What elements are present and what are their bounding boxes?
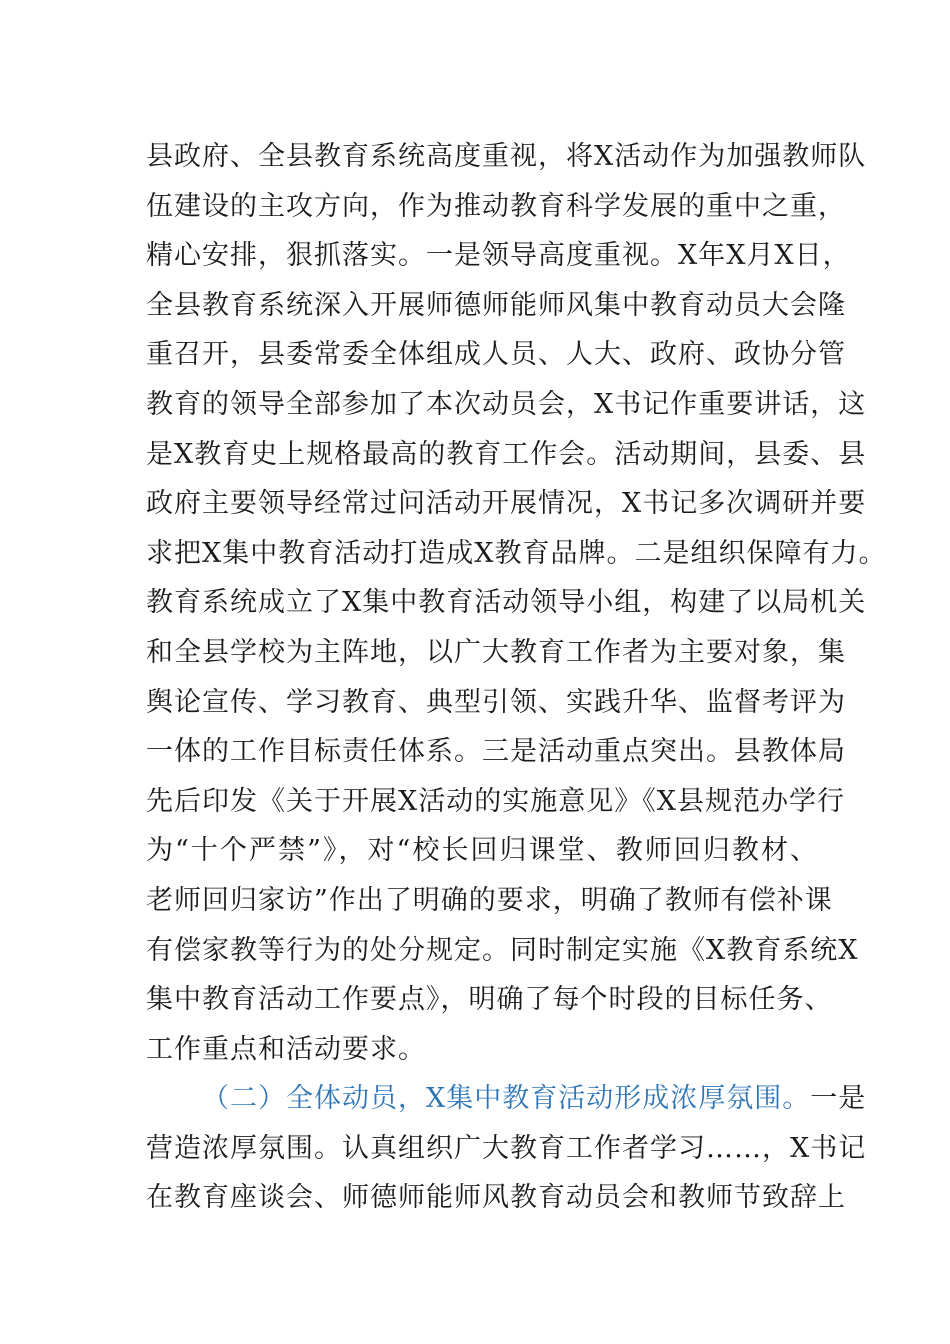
text-line: 一体的工作目标责任体系。三是活动重点突出。县教体局 [146,736,846,768]
text-line: 全县教育系统深入开展师德师能师风集中教育动员大会隆 [146,289,846,321]
text-line: 老师回归家访”作出了明确的要求，明确了教师有偿补课 [146,884,833,916]
text-line: 有偿家教等行为的处分规定。同时制定实施《X教育系统X [146,934,859,966]
section-heading: （二）全体动员，X集中教育活动形成浓厚氛围。 [202,1083,811,1115]
text-line: 求把X集中教育活动打造成X教育品牌。二是组织保障有力。 [146,537,887,569]
document-body [146,132,887,1223]
text-line: 县政府、全县教育系统高度重视，将X活动作为加强教师队 [146,141,867,172]
text-line: 和全县学校为主阵地，以广大教育工作者为主要对象，集 [146,636,846,668]
text-line: 营造浓厚氛围。认真组织广大教育工作者学习……，X书记 [146,1132,867,1164]
text-line: 集中教育活动工作要点》，明确了每个时段的目标任务、 [146,984,833,1016]
text-line: 在教育座谈会、师德师能师风教育动员会和教师节致辞上 [146,1182,846,1214]
text-line: 教育的领导全部参加了本次动员会，X书记作重要讲话，这 [146,388,867,420]
text-line: 伍建设的主攻方向，作为推动教育科学发展的重中之重， [146,190,846,222]
text-line: 重召开，县委常委全体组成人员、人大、政府、政协分管 [146,339,846,371]
text-line: 工作重点和活动要求。 [146,1033,426,1065]
section-heading-continuation: 一是 [810,1083,867,1115]
text-line: 是X教育史上规格最高的教育工作会。活动期间，县委、县 [146,438,867,470]
text-line: 先后印发《关于开展X活动的实施意见》《X县规范办学行 [146,785,845,817]
text-line: 舆论宣传、学习教育、典型引领、实践升华、监督考评为 [146,686,846,718]
text-line: 政府主要领导经常过问活动开展情况，X书记多次调研并要 [146,488,867,520]
section-heading-line [146,1074,867,1124]
text-line: 为“十个严禁”》，对“校长回归课堂、教师回归教材、 [146,835,818,867]
text-line: 教育系统成立了X集中教育活动领导小组，构建了以局机关 [146,587,867,619]
text-line: 精心安排，狠抓落实。一是领导高度重视。X年X月X日， [146,240,851,272]
